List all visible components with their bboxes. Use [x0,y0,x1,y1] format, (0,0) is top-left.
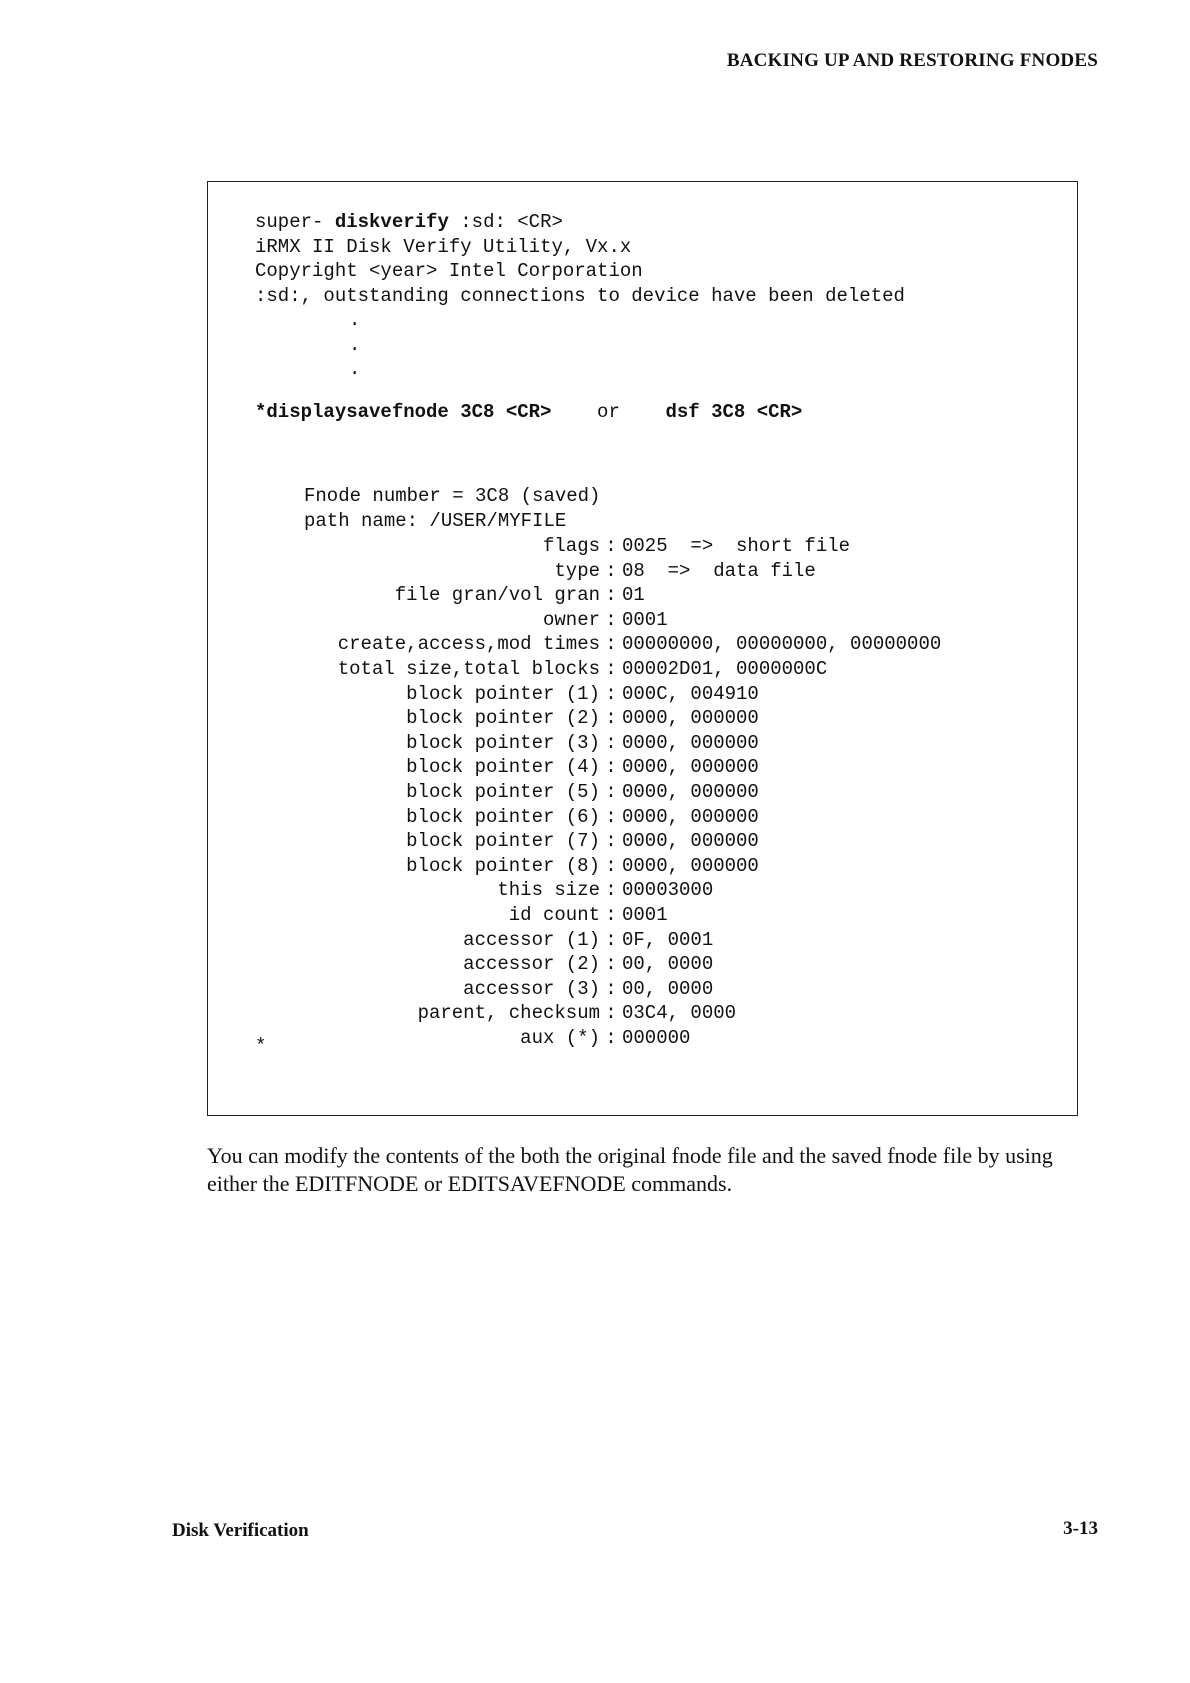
field-separator: : [605,977,617,1000]
field-value: 0025 => short file [622,535,851,557]
field-label: create,access,mod times [337,633,600,656]
terminal-screen-box [207,181,1078,1116]
field-label: block pointer (7) [406,830,600,853]
field-separator: : [605,657,617,680]
field-label: flags [542,535,600,557]
connections-line: :sd:, outstanding connections to device have been deleted [255,284,905,307]
field-row [304,682,941,707]
footer-section-title: Disk Verification [172,1520,309,1541]
field-separator: : [605,584,617,607]
field-value: 0000, 000000 [622,854,759,877]
field-row [304,632,941,657]
cmd-suffix: :sd: <CR> [448,211,563,233]
field-separator: : [605,1002,617,1025]
field-separator: : [605,559,617,582]
field-value: 0000, 000000 [622,707,759,730]
field-label: total size,total blocks [337,657,600,680]
field-separator: : [605,535,617,557]
field-separator: : [605,805,617,828]
field-row [304,534,941,559]
running-header: BACKING UP AND RESTORING FNODES [726,50,1098,71]
field-value: 0000, 000000 [622,780,759,803]
field-separator: : [605,756,617,779]
field-value: 000C, 004910 [622,682,759,705]
field-separator: : [605,682,617,705]
body-paragraph: You can modify the contents of the both the original fnode file and the saved fnode file by using either the EDITFNODE or EDITSAVEFNODE commands. [207,1143,1053,1196]
field-row [304,657,941,682]
field-label: block pointer (1) [406,682,600,705]
field-row [304,1026,941,1051]
field-label: block pointer (4) [406,756,600,779]
field-value: 01 [622,584,645,607]
utility-line: iRMX II Disk Verify Utility, Vx.x [255,235,632,258]
field-label: this size [497,879,600,902]
field-value: 0000, 000000 [622,805,759,828]
field-value: 00, 0000 [622,953,714,976]
field-label: owner [542,608,600,631]
field-label: block pointer (8) [406,854,600,877]
field-separator: : [605,707,617,730]
field-row [304,731,941,756]
field-separator: : [605,830,617,853]
field-row [304,952,941,977]
prompt-star: * [255,1035,267,1057]
footer-page-number: 3-13 [1063,1518,1098,1539]
field-value: 08 => data file [622,559,816,582]
field-label: block pointer (3) [406,731,600,754]
field-row [304,755,941,780]
field-value: 0001 [622,903,668,926]
path-name-line: path name: /USER/MYFILE [304,509,567,532]
field-row [304,829,941,854]
field-label: aux (*) [520,1026,600,1049]
dsf-command: *displaysavefnode 3C8 <CR> [255,401,552,423]
field-row [304,903,941,928]
field-label: accessor (2) [463,953,600,976]
copyright-line: Copyright <year> Intel Corporation [255,260,643,282]
field-value: 0000, 000000 [622,756,759,779]
field-row [304,608,941,633]
field-label: id count [508,903,600,926]
displaysavefnode-line [255,400,802,425]
field-value: 00003000 [622,879,714,902]
field-label: file gran/vol gran [394,584,600,607]
field-label: accessor (3) [463,977,600,1000]
field-separator: : [605,953,617,976]
field-value: 000000 [622,1026,691,1049]
field-value: 00000000, 00000000, 00000000 [622,633,942,656]
field-row [304,706,941,731]
field-value: 00002D01, 0000000C [622,657,828,680]
fnode-number-line: Fnode number = 3C8 (saved) [304,485,601,507]
fnode-field-table [304,534,941,1050]
field-separator: : [605,780,617,803]
field-separator: : [605,879,617,902]
cmd-prefix: super- [255,211,335,233]
field-label: block pointer (5) [406,780,600,803]
field-value: 0001 [622,608,668,631]
command-lines [255,210,905,308]
field-separator: : [605,608,617,631]
field-label: accessor (1) [463,928,600,951]
field-label: parent, checksum [417,1002,600,1025]
field-row [304,854,941,879]
field-row [304,1001,941,1026]
cmd-bold: diskverify [334,211,449,233]
field-value: 0000, 000000 [622,830,759,853]
field-label: block pointer (6) [406,805,600,828]
field-value: 0000, 000000 [622,731,759,754]
field-row [304,928,941,953]
ellipsis-dots: . . . [349,309,361,380]
field-row [304,878,941,903]
field-label: block pointer (2) [406,707,600,730]
field-row [304,583,941,608]
field-value: 0F, 0001 [622,928,714,951]
fnode-header [304,484,600,533]
field-row [304,977,941,1002]
field-separator: : [605,633,617,656]
field-separator: : [605,928,617,951]
field-separator: : [605,1026,617,1049]
field-row [304,559,941,584]
field-separator: : [605,903,617,926]
field-value: 00, 0000 [622,977,714,1000]
field-separator: : [605,731,617,754]
field-row [304,780,941,805]
dsf-or: or [551,401,666,423]
field-separator: : [605,854,617,877]
field-row [304,805,941,830]
dsf-alt-command: dsf 3C8 <CR> [665,401,803,423]
field-value: 03C4, 0000 [622,1002,737,1025]
field-label: type [554,559,600,582]
